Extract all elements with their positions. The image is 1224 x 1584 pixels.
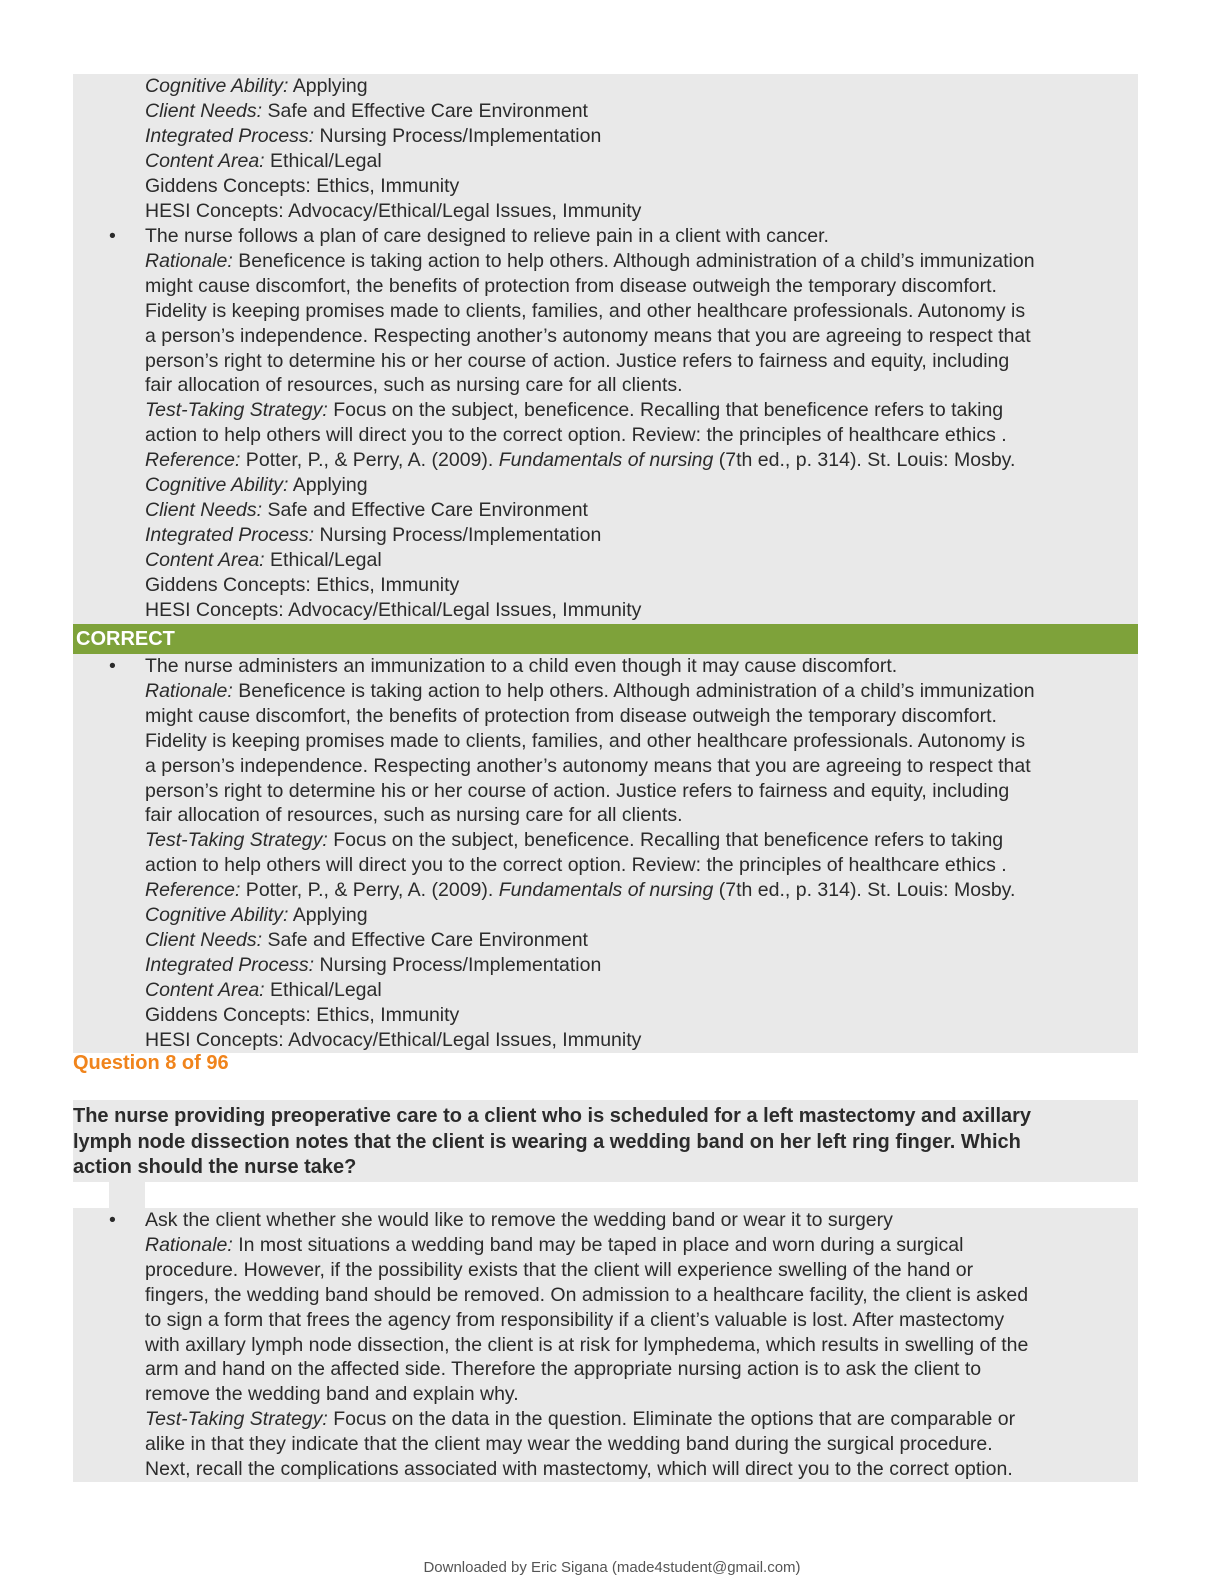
rationale-line: Fidelity is keeping promises made to clients, families, and other healthcare professionals. Autonomy is (145, 299, 1026, 322)
cognitive-ability: Cognitive Ability: Applying (145, 474, 368, 497)
bullet-icon: • (109, 225, 116, 247)
download-footer: Downloaded by Eric Sigana (made4student@gmail.com) (423, 1559, 801, 1576)
rationale-line: to sign a form that frees the agency from responsibility if a client’s valuable is lost. After mastectomy (145, 1308, 1005, 1331)
strategy-line: Test-Taking Strategy: Focus on the data in the question. Eliminate the options that are comparable or (145, 1408, 1016, 1431)
hesi-concepts: HESI Concepts: Advocacy/Ethical/Legal Issues, Immunity (145, 199, 642, 222)
rationale-line: might cause discomfort, the benefits of protection from disease outweigh the temporary discomfort. (145, 274, 997, 297)
content-area: Content Area: Ethical/Legal (145, 548, 382, 571)
rationale-line: arm and hand on the affected side. Therefore the appropriate nursing action is to ask the client to (145, 1358, 982, 1381)
bullet-icon: • (109, 1209, 116, 1231)
question-line: action should the nurse take? (73, 1156, 357, 1178)
content-area: Content Area: Ethical/Legal (145, 978, 382, 1001)
question-line: lymph node dissection notes that the client is wearing a wedding band on her left ring finger. Which (73, 1130, 1021, 1153)
rationale-line: Fidelity is keeping promises made to clients, families, and other healthcare professionals. Autonomy is (145, 729, 1026, 752)
cognitive-ability: Cognitive Ability: Applying (145, 904, 368, 927)
reference: Reference: Potter, P., & Perry, A. (2009). Fundamentals of nursing (7th ed., p. 314). St. Louis: Mosby. (145, 449, 1016, 472)
answer-option-band (73, 1208, 1138, 1482)
rationale-line: procedure. However, if the possibility exists that the client will experience swelling of the hand or (145, 1258, 974, 1281)
rationale-line: fair allocation of resources, such as nursing care for all clients. (145, 804, 683, 827)
strategy-line: Test-Taking Strategy: Focus on the subject, beneficence. Recalling that beneficence refers to taking (145, 829, 1004, 852)
rationale-line: person’s right to determine his or her course of action. Justice refers to fairness and equity, including (145, 779, 1010, 802)
rationale-line: fingers, the wedding band should be removed. On admission to a healthcare facility, the client is asked (145, 1283, 1029, 1306)
answer-option-pain (73, 224, 1138, 624)
hesi-concepts: HESI Concepts: Advocacy/Ethical/Legal Issues, Immunity (145, 598, 642, 621)
rationale-line: Rationale: In most situations a wedding band may be taped in place and worn during a surgical (145, 1233, 964, 1256)
rationale-line: fair allocation of resources, such as nursing care for all clients. (145, 374, 683, 397)
bullet-icon: • (109, 655, 116, 677)
rationale-line: person’s right to determine his or her course of action. Justice refers to fairness and equity, including (145, 349, 1010, 372)
option-metadata-block (73, 74, 1138, 224)
strategy-line: Test-Taking Strategy: Focus on the subject, beneficence. Recalling that beneficence refers to taking (145, 399, 1004, 422)
giddens-concepts: Giddens Concepts: Ethics, Immunity (145, 573, 460, 596)
reference: Reference: Potter, P., & Perry, A. (2009). Fundamentals of nursing (7th ed., p. 314). St. Louis: Mosby. (145, 879, 1016, 902)
strategy-line: Next, recall the complications associated with mastectomy, which will direct you to the correct option. (145, 1458, 1013, 1481)
strategy-line: action to help others will direct you to the correct option. Review: the principles of healthcare ethics . (145, 424, 1007, 447)
rationale-line: a person’s independence. Respecting another’s autonomy means that you are agreeing to respect that (145, 754, 1031, 777)
strategy-line: alike in that they indicate that the client may wear the wedding band during the surgical procedure. (145, 1433, 993, 1456)
giddens-concepts: Giddens Concepts: Ethics, Immunity (145, 1003, 460, 1026)
hesi-concepts: HESI Concepts: Advocacy/Ethical/Legal Issues, Immunity (145, 1028, 642, 1051)
answer-option-immunization (73, 654, 1138, 1053)
giddens-concepts: Giddens Concepts: Ethics, Immunity (145, 174, 460, 197)
option-gutter (109, 1182, 145, 1210)
content-area: Content Area: Ethical/Legal (145, 149, 382, 172)
client-needs: Client Needs: Safe and Effective Care Environment (145, 99, 588, 122)
rationale-line: Rationale: Beneficence is taking action to help others. Although administration of a child’s immunization (145, 679, 1035, 702)
integrated-process: Integrated Process: Nursing Process/Implementation (145, 953, 602, 976)
question-line: The nurse providing preoperative care to a client who is scheduled for a left mastectomy and axillary (73, 1105, 1032, 1127)
option-text: • The nurse follows a plan of care designed to relieve pain in a client with cancer. (109, 225, 829, 247)
rationale-line: with axillary lymph node dissection, the client is at risk for lymphedema, which results in swelling of the (145, 1333, 1029, 1356)
client-needs: Client Needs: Safe and Effective Care Environment (145, 498, 588, 521)
option-text: • The nurse administers an immunization to a child even though it may cause discomfort. (109, 655, 898, 677)
question-stem (73, 1104, 1138, 1181)
rationale-line: remove the wedding band and explain why. (145, 1383, 519, 1406)
integrated-process: Integrated Process: Nursing Process/Implementation (145, 124, 602, 147)
integrated-process: Integrated Process: Nursing Process/Implementation (145, 523, 602, 546)
question-number: Question 8 of 96 (73, 1052, 229, 1074)
cognitive-ability: Cognitive Ability: Applying (145, 75, 368, 97)
rationale-line: Rationale: Beneficence is taking action to help others. Although administration of a child’s immunization (145, 249, 1035, 272)
strategy-line: action to help others will direct you to the correct option. Review: the principles of healthcare ethics . (145, 854, 1007, 877)
option-text: • Ask the client whether she would like to remove the wedding band or wear it to surgery (109, 1209, 893, 1231)
rationale-line: might cause discomfort, the benefits of protection from disease outweigh the temporary discomfort. (145, 704, 997, 727)
rationale-line: a person’s independence. Respecting another’s autonomy means that you are agreeing to respect that (145, 324, 1031, 347)
client-needs: Client Needs: Safe and Effective Care Environment (145, 928, 588, 951)
correct-banner: CORRECT (73, 624, 1138, 654)
